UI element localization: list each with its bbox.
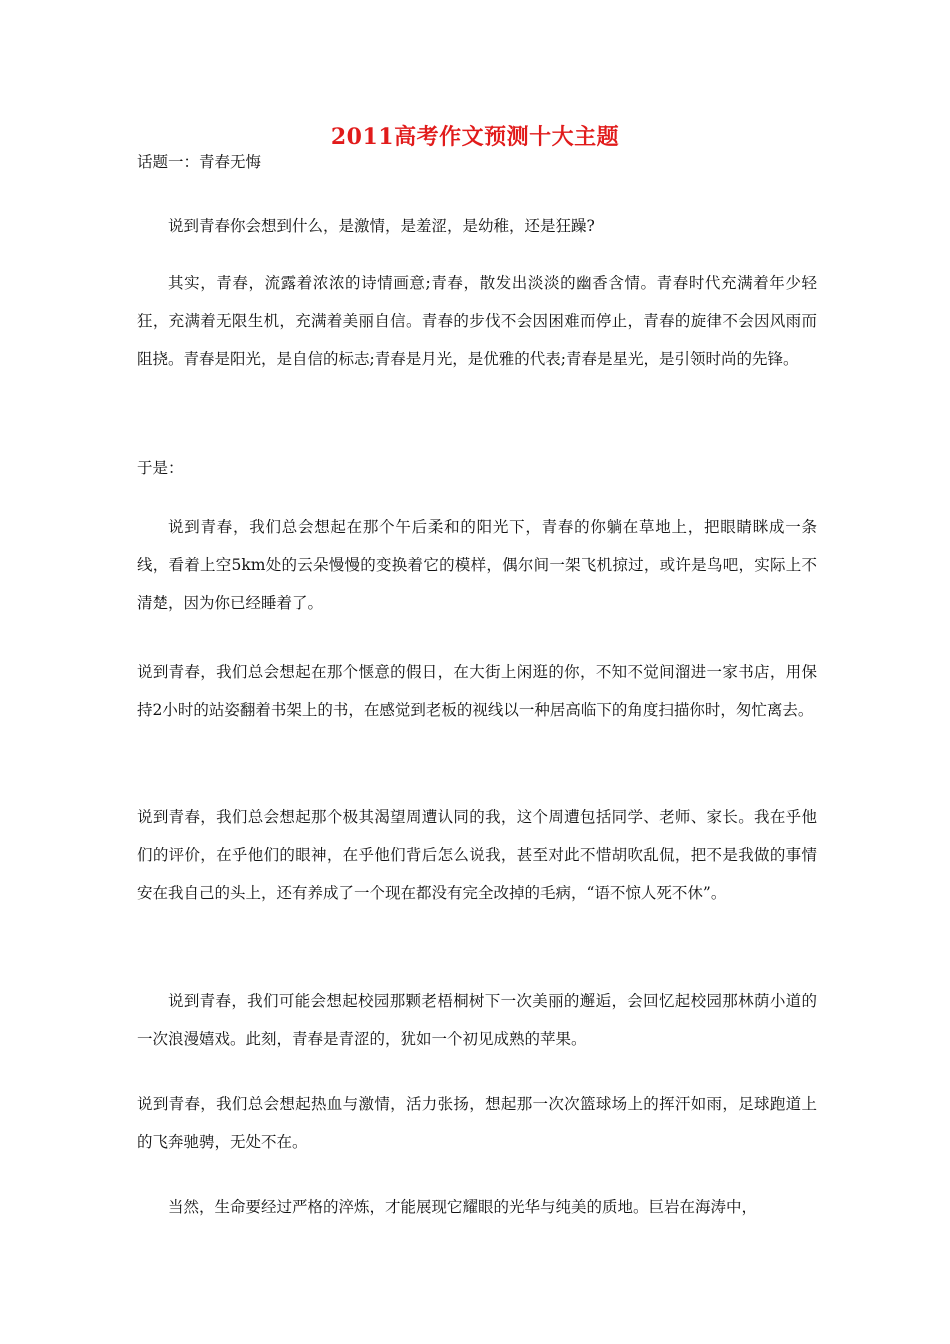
paragraph-6: 说到青春，我们总会想起那个极其渴望周遭认同的我，这个周遭包括同学、老师、家长。我在乎他们的评价，在乎他们的眼神，在乎他们背后怎么说我，甚至对此不惜胡吹乱侃，把不是我做的事情安在我自己的头上，还有养成了一个现在都没有完全改掉的毛病，“语不惊人死不休”。	[137, 808, 817, 902]
document-title: 2011高考作文预测十大主题	[330, 124, 620, 150]
paragraph-8: 说到青春，我们总会想起热血与激情，活力张扬，想起那一次次篮球场上的挥汗如雨，足球跑道上的飞奔驰骋，无处不在。	[137, 1095, 817, 1151]
paragraph-4: 说到青春，我们总会想起在那个午后柔和的阳光下，青春的你躺在草地上，把眼睛眯成一条线，看着上空5km处的云朵慢慢的变换着它的模样，偶尔间一架飞机掠过，或许是鸟吧，实际上不清楚，因为你已经睡着了。	[137, 518, 817, 612]
paragraph-3: 于是：	[137, 459, 184, 477]
topic-heading: 话题一：青春无悔	[137, 153, 262, 171]
paragraph-9: 当然，生命要经过严格的淬炼，才能展现它耀眼的光华与纯美的质地。巨岩在海涛中，	[168, 1198, 758, 1216]
paragraph-5: 说到青春，我们总会想起在那个惬意的假日，在大街上闲逛的你，不知不觉间溜进一家书店，用保持2小时的站姿翻着书架上的书，在感觉到老板的视线以一种居高临下的角度扫描你时，匆忙离去。	[137, 663, 817, 719]
paragraph-1: 说到青春你会想到什么，是激情，是羞涩，是幼稚，还是狂躁?	[168, 217, 595, 235]
paragraph-2: 其实，青春，流露着浓浓的诗情画意;青春，散发出淡淡的幽香含情。青春时代充满着年少轻狂，充满着无限生机，充满着美丽自信。青春的步伐不会因困难而停止，青春的旋律不会因风雨而阻挠。青春是阳光，是自信的标志;青春是月光，是优雅的代表;青春是星光，是引领时尚的先锋。	[137, 274, 817, 368]
paragraph-7: 说到青春，我们可能会想起校园那颗老梧桐树下一次美丽的邂逅，会回忆起校园那林荫小道的一次浪漫嬉戏。此刻，青春是青涩的，犹如一个初见成熟的苹果。	[137, 992, 817, 1048]
